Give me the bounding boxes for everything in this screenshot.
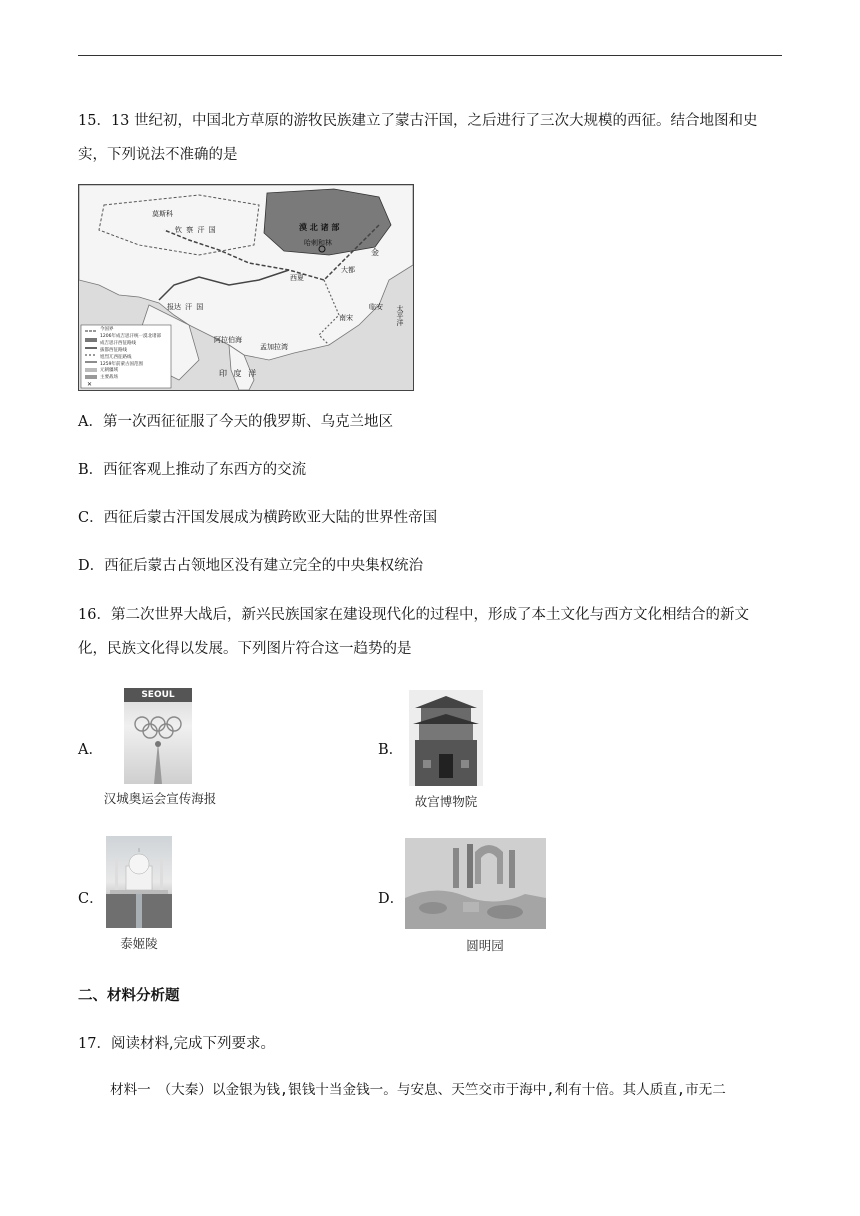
q16-choice-d-letter: D． [378, 891, 405, 907]
q17-material1: 材料一 （大秦）以金银为钱,银钱十当金钱一。与安息、天竺交市于海中,利有十倍。其人质直,市无二 [110, 1082, 726, 1098]
section-heading: 二、材料分析题 [78, 988, 180, 1004]
map-label-arabian-sea: 阿拉伯海 [214, 336, 242, 344]
map-label-jin: 金 [371, 248, 379, 257]
legend-item: 成吉思汗西征路线 [100, 340, 136, 346]
yuanmingyuan-ruins-photo [405, 838, 546, 929]
map-label-karakorum: 哈剌和林 [304, 239, 332, 247]
q16-stem-line1: 16．第二次世界大战后，新兴民族国家在建设现代化的过程中，形成了本土文化与西方文化相结合的新文 [78, 607, 749, 623]
legend-item: 1259年前蒙古国范围 [100, 361, 143, 367]
map-label-kipchak: 钦 察 汗 国 [175, 226, 217, 234]
map-label-mobei: 漠 北 诸 部 [299, 222, 340, 232]
legend-item: 元朝疆域 [100, 368, 118, 374]
map-label-bay-of-bengal: 孟加拉湾 [260, 343, 288, 351]
svg-text:✕: ✕ [87, 381, 93, 388]
q16-choice-c-letter: C． [78, 891, 104, 907]
map-label-linan: 临安 [369, 303, 383, 311]
legend-item: 旭烈兀西征路线 [100, 354, 132, 360]
q15-option-c: C．西征后蒙古汗国发展成为横跨欧亚大陆的世界性帝国 [78, 510, 438, 526]
q16-stem-line2: 化，民族文化得以发展。下列图片符合这一趋势的是 [78, 641, 412, 657]
legend-item: 1206年成吉思汗统一漠北诸部 [100, 333, 161, 339]
taj-mahal-photo [106, 836, 172, 928]
q15-stem-line1: 15．13 世纪初，中国北方草原的游牧民族建立了蒙古汗国，之后进行了三次大规模的西征。结合地图和史 [78, 113, 758, 129]
header-rule [78, 55, 782, 56]
map-label-xixia: 西夏 [290, 274, 304, 282]
q16-choice-b-caption: 故宫博物院 [414, 794, 478, 809]
map-label-indian-ocean: 印 度 洋 [219, 369, 259, 378]
palace-museum-photo [409, 690, 483, 786]
q16-choice-d-caption: 圆明园 [466, 938, 504, 953]
map-label-southern-song: 南宋 [339, 314, 353, 322]
q16-choice-c-caption: 泰姬陵 [120, 936, 158, 951]
seoul-olympics-poster [124, 688, 192, 784]
q15-stem-line2: 实，下列说法不准确的是 [78, 147, 238, 163]
q16-choice-a-caption: 汉城奥运会宣传海报 [103, 791, 217, 806]
legend-item: 拔都西征路线 [100, 347, 127, 353]
poster-title: SEOUL [124, 688, 192, 702]
q15-option-a: A．第一次西征征服了今天的俄罗斯、乌克兰地区 [78, 414, 393, 430]
map-label-dadu: 大都 [341, 266, 355, 274]
q15-option-d: D．西征后蒙古占领地区没有建立完全的中央集权统治 [78, 558, 424, 574]
q16-choice-b-letter: B． [378, 742, 404, 758]
map-label-moscow: 莫斯科 [152, 210, 173, 218]
legend-item: 今国界 [100, 327, 114, 332]
q17-stem: 17．阅读材料,完成下列要求。 [78, 1036, 276, 1052]
mongol-conquest-map [78, 184, 414, 391]
q15-option-b: B．西征客观上推动了东西方的交流 [78, 462, 307, 478]
q16-choice-a-letter: A． [78, 742, 103, 758]
map-label-ilkhan: 汗 国 [185, 303, 205, 311]
map-label-pacific: 太平洋 [396, 305, 404, 326]
legend-item: 主要战场 [100, 375, 118, 381]
map-legend [100, 327, 161, 382]
map-label-baghdad: 报达 [167, 303, 181, 311]
